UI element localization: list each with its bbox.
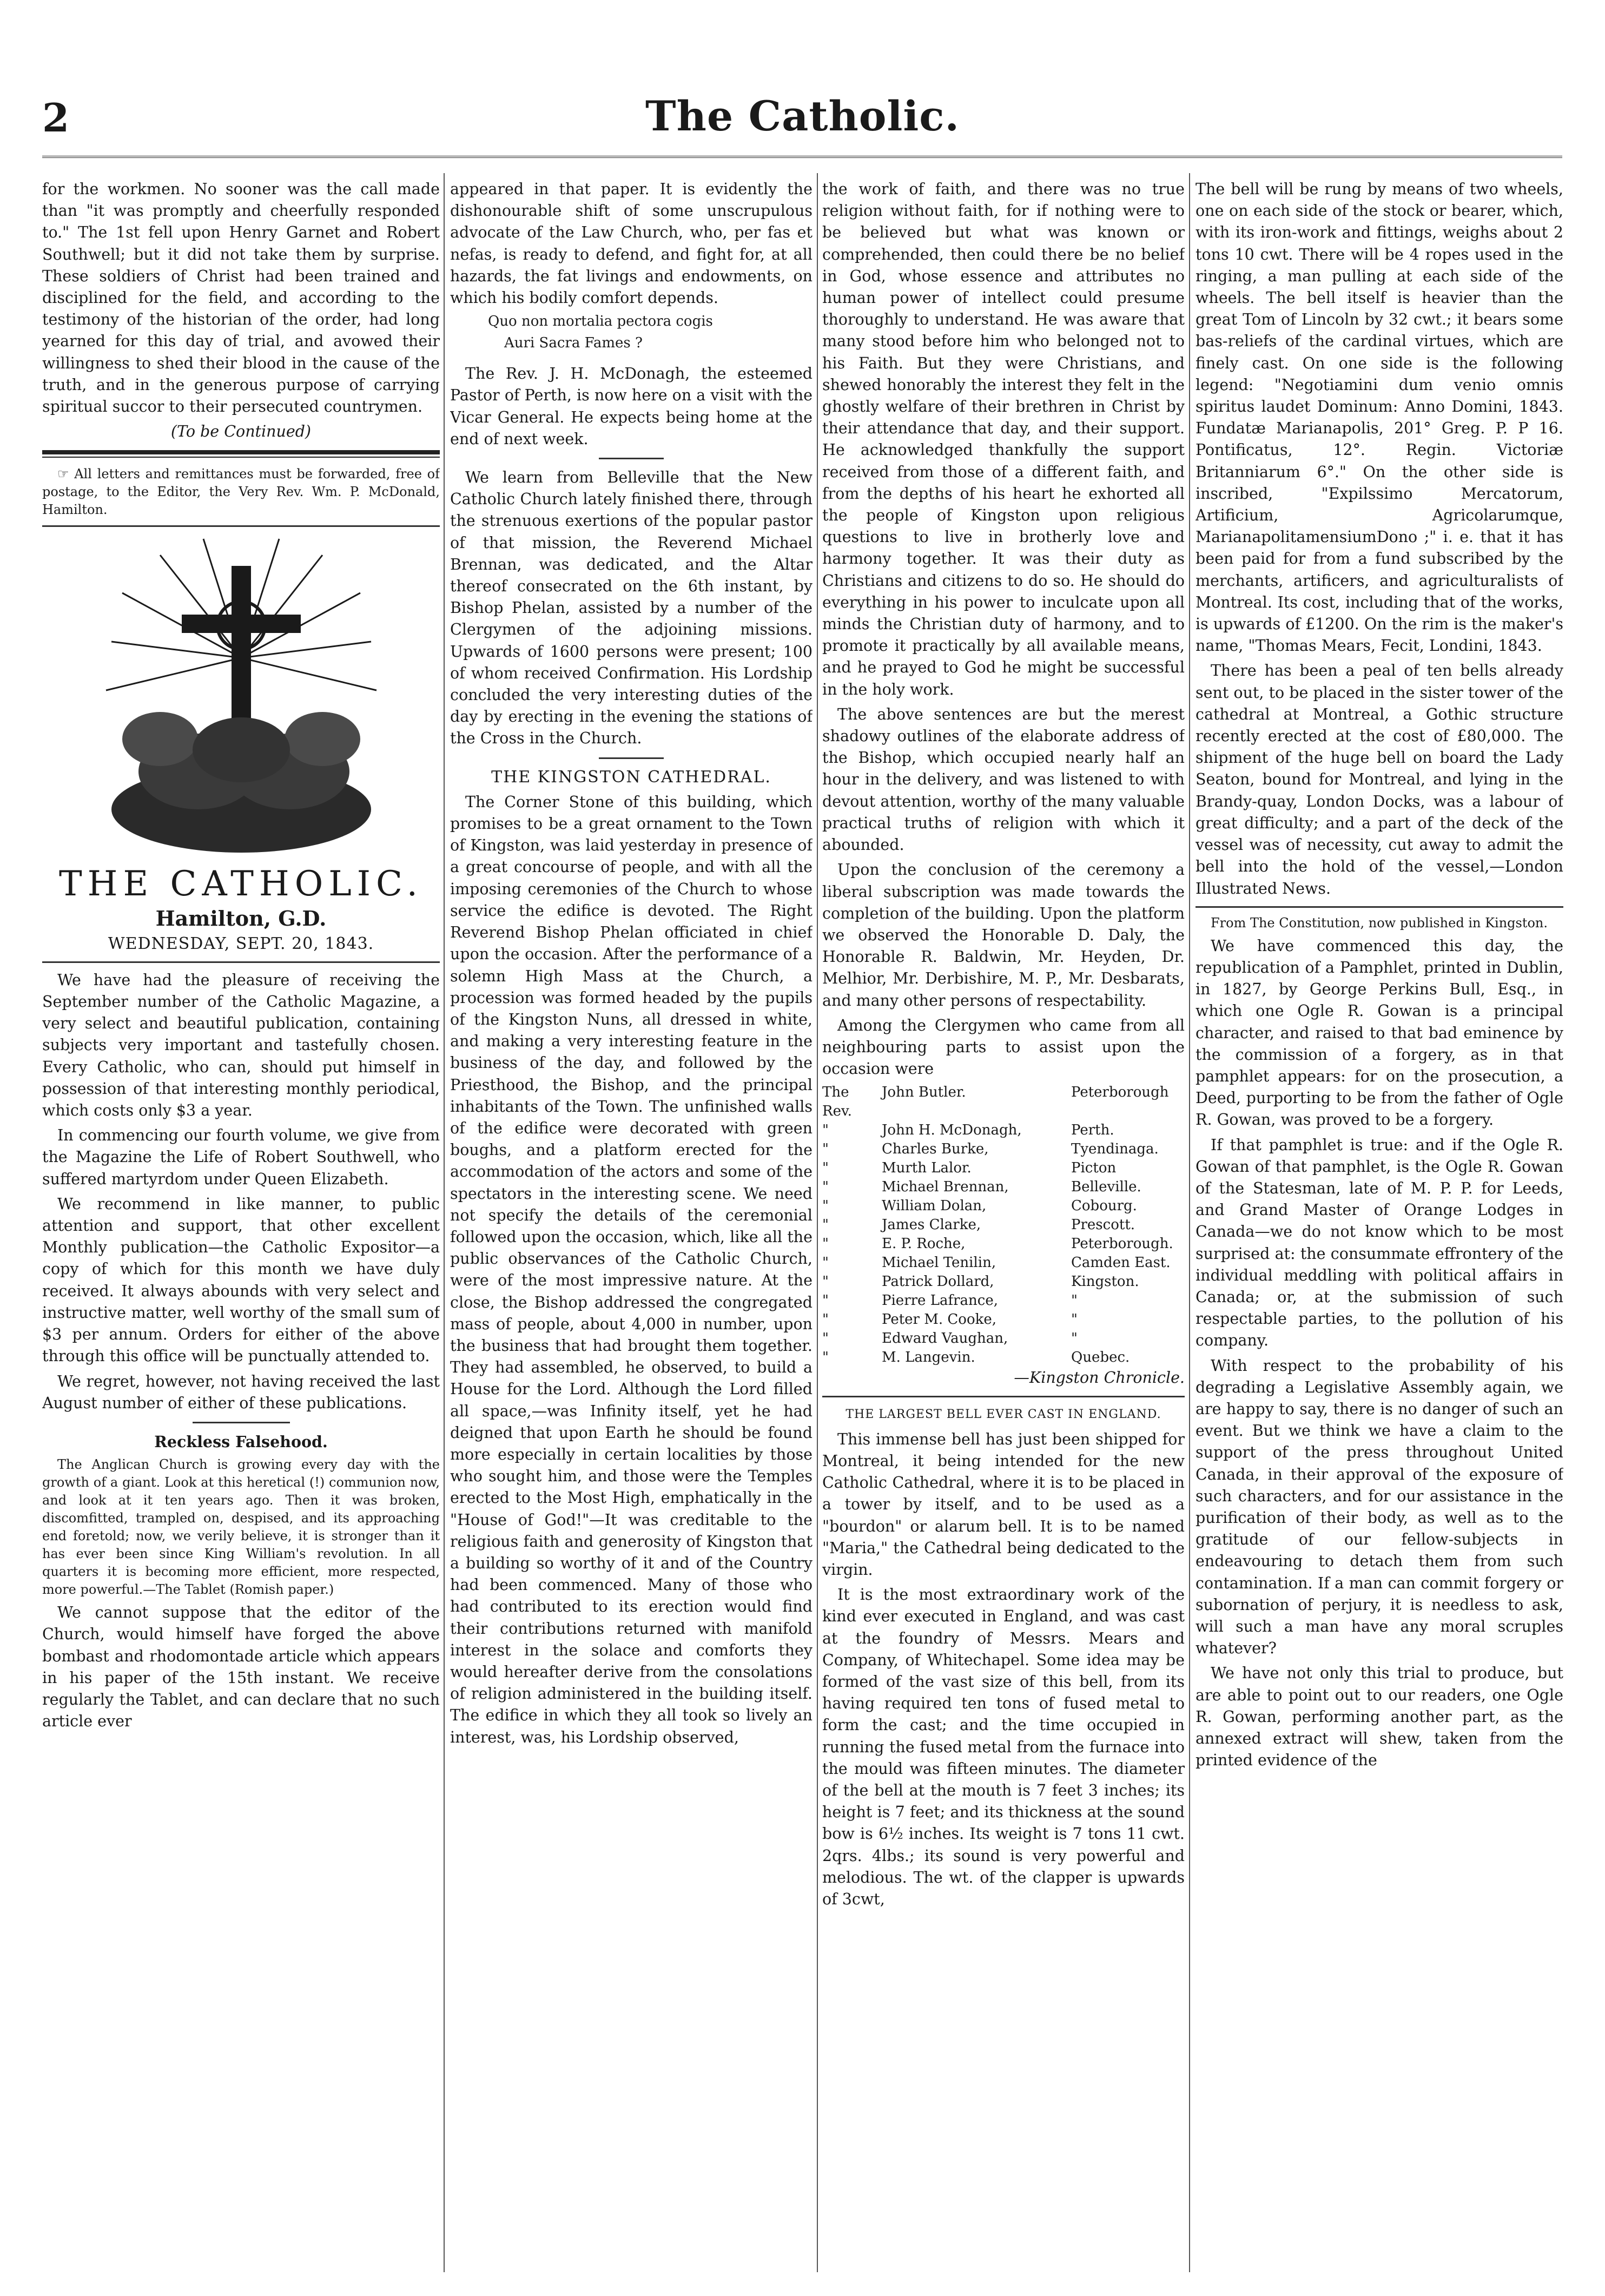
clergy-place: Kingston. [1071,1274,1139,1290]
column-4 [1196,179,1563,2267]
issue-date: WEDNESDAY, SEPT. 20, 1843. [108,934,374,953]
clergy-prefix: " [822,1311,829,1328]
editor-notice: ☞ All letters and remittances must be forwarded, free of postage, to the Editor, the Very Rev. Wm. P. McDonald, Hamilton. [42,466,440,518]
clergy-place: " [1071,1311,1078,1328]
clergy-place: " [1071,1330,1078,1347]
column-divider [817,173,818,2272]
clergy-name: Charles Burke, [882,1141,989,1158]
clergy-row [822,1178,1185,1197]
latin-verse: Auri Sacra Fames ? [504,335,643,352]
header-rule [42,156,1562,158]
clergy-row [822,1291,1185,1310]
clergy-name: Edward Vaughan, [882,1330,1008,1347]
clergy-prefix: " [822,1274,829,1290]
cross-emblem-icon [90,533,393,858]
article-text: for the workmen. No sooner was the call made than "it was promptly and cheerfully responded to." The 1st fell upon Henry Garnet and Robert Southwell; but it did not take them by surprise. These soldiers of Christ had been trained and disciplined for the field, and according to the testimony of the historian of the order, had long yearned for this day of trial, and avowed their willingness to shed their blood in the cause of the truth, and in the generous purpose of carrying spiritual succor to their persecuted countrymen. [42,180,440,416]
clergy-row [822,1272,1185,1291]
clergy-prefix: " [822,1292,829,1309]
article-text: the work of faith, and there was no true religion without faith, for if nothing were to be believed but what was known or comprehended, then could there be no belief in God, whose essence and attributes no human power of intellect could presume thoroughly to understand. He was aware that many stood before him who belonged not to his Faith. But they were Christians, and shewed honorably the interest they felt in the ghostly welfare of their brethren in Christ by their attendance that day, and their support. He acknowledged thankfully the support received from those of a different faith, and from the depths of his heart he exhorted all the people of Kingston upon religious questions to live in brotherly love and harmony together. It was their duty as Christians and citizens to do so. He should do everything in his power to inculcate upon all minds the Christian duty of harmony, and to promote it practically by all available means, and he prayed to God he might be successful in the holy work. [822,180,1185,698]
section-rule [1196,906,1563,908]
article-text: With respect to the probability of his degrading a Legislative Assembly again, we are happy to say, there is no danger of such an event. But we think we have a claim to the support of the press throughout United Canada, in their approval of the exposure of such characters, and for our assistance in the purification of their body, as well as to the gratitude of our fellow-subjects in endeavouring to detach them from such contamination. If a man can commit forgery or subornation of perjury, it is needless to ask, will such a man have any moral scruples whatever? [1196,1356,1563,1658]
article-text: In commencing our fourth volume, we give from the Magazine the Life of Robert Southwell, who suffered martyrdom under Queen Elizabeth. [42,1126,440,1188]
clergy-name: Pierre Lafrance, [882,1292,998,1309]
clergy-place: Prescott. [1071,1217,1135,1233]
section-rule [42,525,440,527]
clergy-place: Camden East. [1071,1255,1171,1271]
paper-title: THE CATHOLIC. [58,864,424,905]
section-rule [42,961,440,963]
article-text: We learn from Belleville that the New Catholic Church lately finished there, through the strenuous exertions of the popular pastor of that mission, the Reverend Michael Brennan, was dedicated, and the Altar thereof consecrated on the 6th instant, by Bishop Phelan, assisted by a number of the Clergymen of the adjoining missions. Upwards of 1600 persons were present; 100 of whom received Confirmation. His Lordship concluded the very interesting duties of the day by erecting in the evening the stations of the Cross in the Church. [450,469,813,748]
clergy-prefix: " [822,1122,829,1139]
article-text: It is the most extraordinary work of the kind ever executed in England, and was cast at the foundry of Messrs. Mears and Company, of Whitechapel. Some idea may be formed of the vast size of this bell, from its having required ten tons of fused metal to form the cast; and the time occupied in running the fused metal from the furnace into the mould was fifteen minutes. The diameter of the bell at the mouth is 7 feet 3 inches; its height is 7 feet; and its thickness at the sound bow is 6½ inches. Its weight is 7 tons 11 cwt. 2qrs. 4lbs.; its sound is very powerful and melodious. The wt. of the clapper is upwards of 3cwt, [822,1586,1185,1908]
article-heading: THE LARGEST BELL EVER CAST IN ENGLAND. [846,1407,1161,1421]
column-2 [450,179,813,2267]
clergy-place: Cobourg. [1071,1198,1137,1215]
article-source-line: From The Constitution, now published in Kingston. [1211,915,1548,931]
to-be-continued: (To be Continued) [170,423,312,441]
article-text: The above sentences are but the merest shadowy outlines of the elaborate address of the Bishop, which occupied nearly half an hour in the delivery, and was listened to with devout attention, worthy of the many valuable practical truths of religion with which it abounded. [822,705,1185,854]
article-text: The Anglican Church is growing every day with the growth of a giant. Look at this heretical (!) communion now, and look at it ten years ago. Then it was broken, discomfitted, trampled on, despised, and its approaching end foretold; now, we verily believe, it is stronger than it has ever been since King William's revolution. In all quarters it is becoming more efficient, more respected, more powerful.—The Tablet (Romish paper.) [42,1457,440,1598]
clergy-place: Picton [1071,1160,1117,1177]
article-text: The Rev. J. H. McDonagh, the esteemed Pastor of Perth, is now here on a visit with the Vicar General. He expects being home at the end of next week. [450,365,813,448]
clergy-prefix: The Rev. [822,1084,852,1120]
clergy-row [822,1216,1185,1235]
clergy-name: Michael Tenilin, [882,1255,996,1271]
article-text: There has been a peal of ten bells already sent out, to be placed in the sister tower of the cathedral at Montreal, a Gothic structure recently erected at the cost of £80,000. The shipment of the huge bell on board the Lady Seaton, bound for Montreal, and lying in the Brandy-quay, London Docks, was a labour of great difficulty; and a part of the deck of the vessel was of necessity, cut away to admit the bell into the hold of the vessel,—London Illustrated News. [1196,662,1563,898]
clergy-row [822,1197,1185,1216]
clergy-name: E. P. Roche, [882,1236,966,1252]
section-rule [599,757,664,759]
article-text: The bell will be rung by means of two wheels, one on each side of the stock or bearer, which, with its iron-work and fittings, weighs about 2 tons 10 cwt. There will be 4 ropes used in the ringing, a man pulling at each side of the wheels. The bell itself is heavier than the great Tom of Lincoln by 32 cwt.; it bears some bas-reliefs of the cardinal virtues, which are finely cast. On one side is the following legend: "Negotiamini dum venio omnis spiritus laudet Dominum: Anno Domini, 1843. Fundatæ Marianapolis, 201° Greg. P. P 16. Pontificatus, 12°. Regin. Victoriæ Britanniarum 6°." On the other side is inscribed, "Expilssimo Mercatorum, Artificium, Agricolarumque, MarianapolitamensiumDono ;" i. e. that it has been paid for from a fund subscribed by the merchants, artificers, and agriculturalists of Montreal. Its cost, including that of the works, is upwards of £1200. On the rim is the maker's name, "Thomas Mears, Fecit, Londini, 1843. [1196,180,1563,655]
clergy-prefix: " [822,1179,829,1196]
clergy-prefix: " [822,1141,829,1158]
clergy-list [822,1083,1185,1367]
clergy-name: M. Langevin. [882,1349,975,1366]
article-text: If that pamphlet is true: and if the Ogle R. Gowan of that pamphlet, is the Ogle R. Gowan of the Statesman, late of M. P. P. for Leeds, and Grand Master of Orange Lodges in Canada—we do not know which to be most surprised at: the consummate effrontery of the individual meddling with political affairs in Canada; or, at the submission of such respectable parties, to the pollution of his company. [1196,1136,1563,1350]
article-text: We cannot suppose that the editor of the Church, would himself have forged the above bombast and rhodomontade article which appears in his paper of the 15th instant. We receive regularly the Tablet, and can declare that no such article ever [42,1604,440,1731]
section-rule [822,1396,1185,1397]
article-text: We recommend in like manner, to public attention and support, that other excellent Monthly publication—the Catholic Expositor—a copy of which for this month we have duly received. It always abounds with very select and instructive matter, well worthy of the small sum of $3 per annum. Orders for either of the above through this office will be punctually attended to. [42,1195,440,1365]
clergy-prefix: " [822,1255,829,1271]
clergy-row [822,1253,1185,1272]
article-text: We have commenced this day, the republication of a Pamphlet, printed in Dublin, in 1827, by George Perkins Bull, Esq., in which one Ogle R. Gowan is a principal character, and raised to that bad eminence by the commission of a forgery, as in that pamphlet appears: for on the prosecution, a Deed, purporting to be from the father of Ogle R. Gowan, was proved to be a forgery. [1196,936,1563,1129]
article-text: Among the Clergymen who came from all neighbouring parts to assist upon the occasion were [822,1016,1185,1078]
clergy-name: John Butler. [882,1084,966,1101]
clergy-name: Patrick Dollard, [882,1274,994,1290]
article-heading: Reckless Falsehood. [154,1432,328,1451]
source-credit: —Kingston Chronicle. [1014,1369,1185,1387]
dateline-location: Hamilton, G.D. [155,906,327,931]
clergy-row [822,1348,1185,1367]
article-heading: THE KINGSTON CATHEDRAL. [491,767,771,787]
clergy-row [822,1083,1185,1121]
clergy-name: Murth Lalor. [882,1160,972,1177]
clergy-place: " [1071,1292,1078,1309]
clergy-place: Peterborough. [1071,1236,1173,1252]
clergy-prefix: " [822,1198,829,1215]
clergy-name: William Dolan, [882,1198,987,1215]
clergy-place: Tyendinaga. [1071,1141,1159,1158]
section-rule [42,450,440,458]
article-text: We regret, however, not having received the last August number of either of these publications. [42,1372,440,1412]
section-rule [193,1422,290,1423]
article-text: Upon the conclusion of the ceremony a liberal subscription was made towards the completion of the building. Upon the platform we observed the Honorable D. Daly, the Honorable R. Baldwin, Mr. Heyden, Dr. Melhior, Mr. Derbishire, M. P., Mr. Desbarats, and many other persons of respectability. [822,861,1185,1010]
clergy-name: Michael Brennan, [882,1179,1009,1196]
section-rule [599,458,664,459]
column-3 [822,179,1185,2267]
article-text: We have not only this trial to produce, but are able to point out to our readers, one Ogle R. Gowan, performing another part, as the annexed extract will shew, taken from the printed evidence of the [1196,1664,1563,1770]
clergy-row [822,1235,1185,1253]
article-text: The Corner Stone of this building, which promises to be a great ornament to the Town of Kingston, was laid yesterday in presence of a great concourse of people, and with all the imposing ceremonies of the Church to whose service the edifice is devoted. The Right Reverend Bishop Phelan officiated in chief upon the occasion. After the performance of a solemn High Mass at the Church, a procession was formed headed by the pupils of the Kingston Nuns, all dressed in white, and making a very interesting feature in the business of the day, and followed by the Priesthood, the Bishop, and the principal inhabitants of the Town. The unfinished walls of the edifice were decorated with green boughs, and a platform erected for the accommodation of the actors and some of the spectators in the interesting scene. We need not specify the details of the ceremonial followed upon the occasion, which, like all the public observances of the Catholic Church, were of the most impressive nature. At the close, the Bishop addressed the congregated mass of people, about 4,000 in number, upon the business that had brought them together. They had assembled, he observed, to build a House for the Lord. Although the Lord filled all space,—was Infinity itself, yet he had deigned that upon Earth he should be found more especially in certain localities by those who sought him, and those were the Temples erected to the Most High, emphatically in the "House of God!"—It was creditable to the religious faith and generosity of Kingston that a building so worthy of it and of the Country had been commenced. Many of those who had contributed to its erection would find their contributions returned with manifold interest in the solace and comforts they would hereafter derive from the consolations of religion administered in the building itself. The edifice in which they all took so lively an interest, was, his Lordship observed, [450,793,813,1746]
clergy-place: Perth. [1071,1122,1114,1139]
article-text: We have had the pleasure of receiving the September number of the Catholic Magazine, a very select and beautiful publication, containing subjects very important and tastefully chosen. Every Catholic, who can, should put himself in possession of that interesting monthly periodical, which costs only $3 a year. [42,971,440,1120]
clergy-place: Quebec. [1071,1349,1130,1366]
clergy-prefix: " [822,1330,829,1347]
clergy-name: Peter M. Cooke, [882,1311,996,1328]
clergy-prefix: " [822,1236,829,1252]
clergy-row [822,1140,1185,1159]
clergy-prefix: " [822,1160,829,1177]
clergy-place: Belleville. [1071,1179,1141,1196]
clergy-row [822,1310,1185,1329]
clergy-prefix: " [822,1217,829,1233]
article-text: appeared in that paper. It is evidently the dishonourable shift of some unscrupulous advocate of the Law Church, who, per fas et nefas, is ready to defend, and fight for, at all hazards, the fat livings and endowments, on which his bodily comfort depends. [450,180,813,307]
page-number: 2 [42,95,70,141]
page-header [0,0,1605,162]
clergy-name: John H. McDonagh, [882,1122,1022,1139]
latin-verse: Quo non mortalia pectora cogis [488,313,713,330]
clergy-place: Peterborough [1071,1084,1169,1101]
column-divider [1189,173,1190,2272]
clergy-name: James Clarke, [882,1217,981,1233]
running-title: The Catholic. [645,92,960,140]
clergy-row [822,1159,1185,1178]
column-1 [42,179,440,2267]
article-text: This immense bell has just been shipped for Montreal, it being intended for the new Catholic Cathedral, where it is to be placed in a tower by itself, and to be used as a "bourdon" or alarum bell. It is to be named "Maria," the Cathedral being dedicated to the virgin. [822,1430,1185,1579]
clergy-row [822,1121,1185,1140]
clergy-row [822,1329,1185,1348]
column-divider [444,173,445,2272]
clergy-prefix: " [822,1349,829,1366]
